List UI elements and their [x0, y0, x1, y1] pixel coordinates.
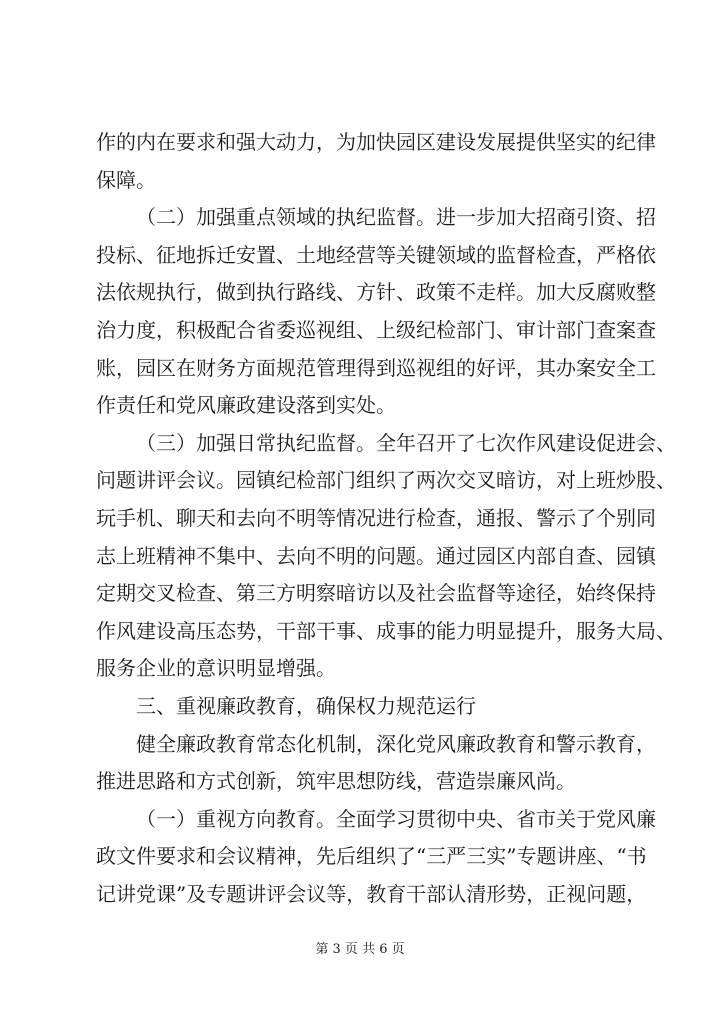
page-number-footer: 第 3 页 共 6 页 — [315, 942, 405, 957]
text-line: 服务企业的意识明显增强。 — [96, 656, 336, 681]
text-line: 政文件要求和会议精神，先后组织了“三严三实”专题讲座、“书 — [96, 844, 647, 869]
text-line: （三）加强日常执纪监督。全年召开了七次作风建设促进会、 — [136, 430, 676, 455]
text-line: 定期交叉检查、第三方明察暗访以及社会监督等途径，始终保持 — [96, 581, 656, 606]
text-line: 作的内在要求和强大动力，为加快园区建设发展提供坚实的纪律 — [96, 130, 656, 154]
text-line: 志上班精神不集中、去向不明的问题。通过园区内部自查、园镇 — [96, 543, 656, 568]
text-line: 保障。 — [96, 167, 156, 192]
document-body — [96, 124, 676, 913]
text-line: （一）重视方向教育。全面学习贯彻中央、省市关于党风廉 — [136, 806, 656, 831]
text-line: 法依规执行，做到执行路线、方针、政策不走样。加大反腐败整 — [96, 280, 656, 305]
text-line: 问题讲评会议。园镇纪检部门组织了两次交叉暗访，对上班炒股、 — [96, 468, 676, 493]
text-line: 作风建设高压态势，干部干事、成事的能力明显提升，服务大局、 — [96, 618, 676, 643]
text-line: 玩手机、聊天和去向不明等情况进行检查，通报、警示了个别同 — [96, 505, 656, 530]
text-line: 投标、征地拆迁安置、土地经营等关键领域的监督检查，严格依 — [96, 242, 656, 267]
text-line: （二）加强重点领域的执纪监督。进一步加大招商引资、招 — [136, 205, 656, 230]
text-line: 账，园区在财务方面规范管理得到巡视组的好评，其办案安全工 — [96, 355, 656, 380]
text-line: 治力度，积极配合省委巡视组、上级纪检部门、审计部门查案查 — [96, 317, 656, 342]
text-line: 推进思路和方式创新，筑牢思想防线，营造崇廉风尚。 — [96, 769, 576, 794]
text-line: 健全廉政教育常态化机制，深化党风廉政教育和警示教育， — [136, 731, 656, 756]
text-line: 记讲党课”及专题讲评会议等，教育干部认清形势，正视问题， — [96, 881, 647, 906]
section-heading: 三、重视廉政教育，确保权力规范运行 — [136, 693, 476, 718]
text-line: 作责任和党风廉政建设落到实处。 — [96, 393, 396, 418]
